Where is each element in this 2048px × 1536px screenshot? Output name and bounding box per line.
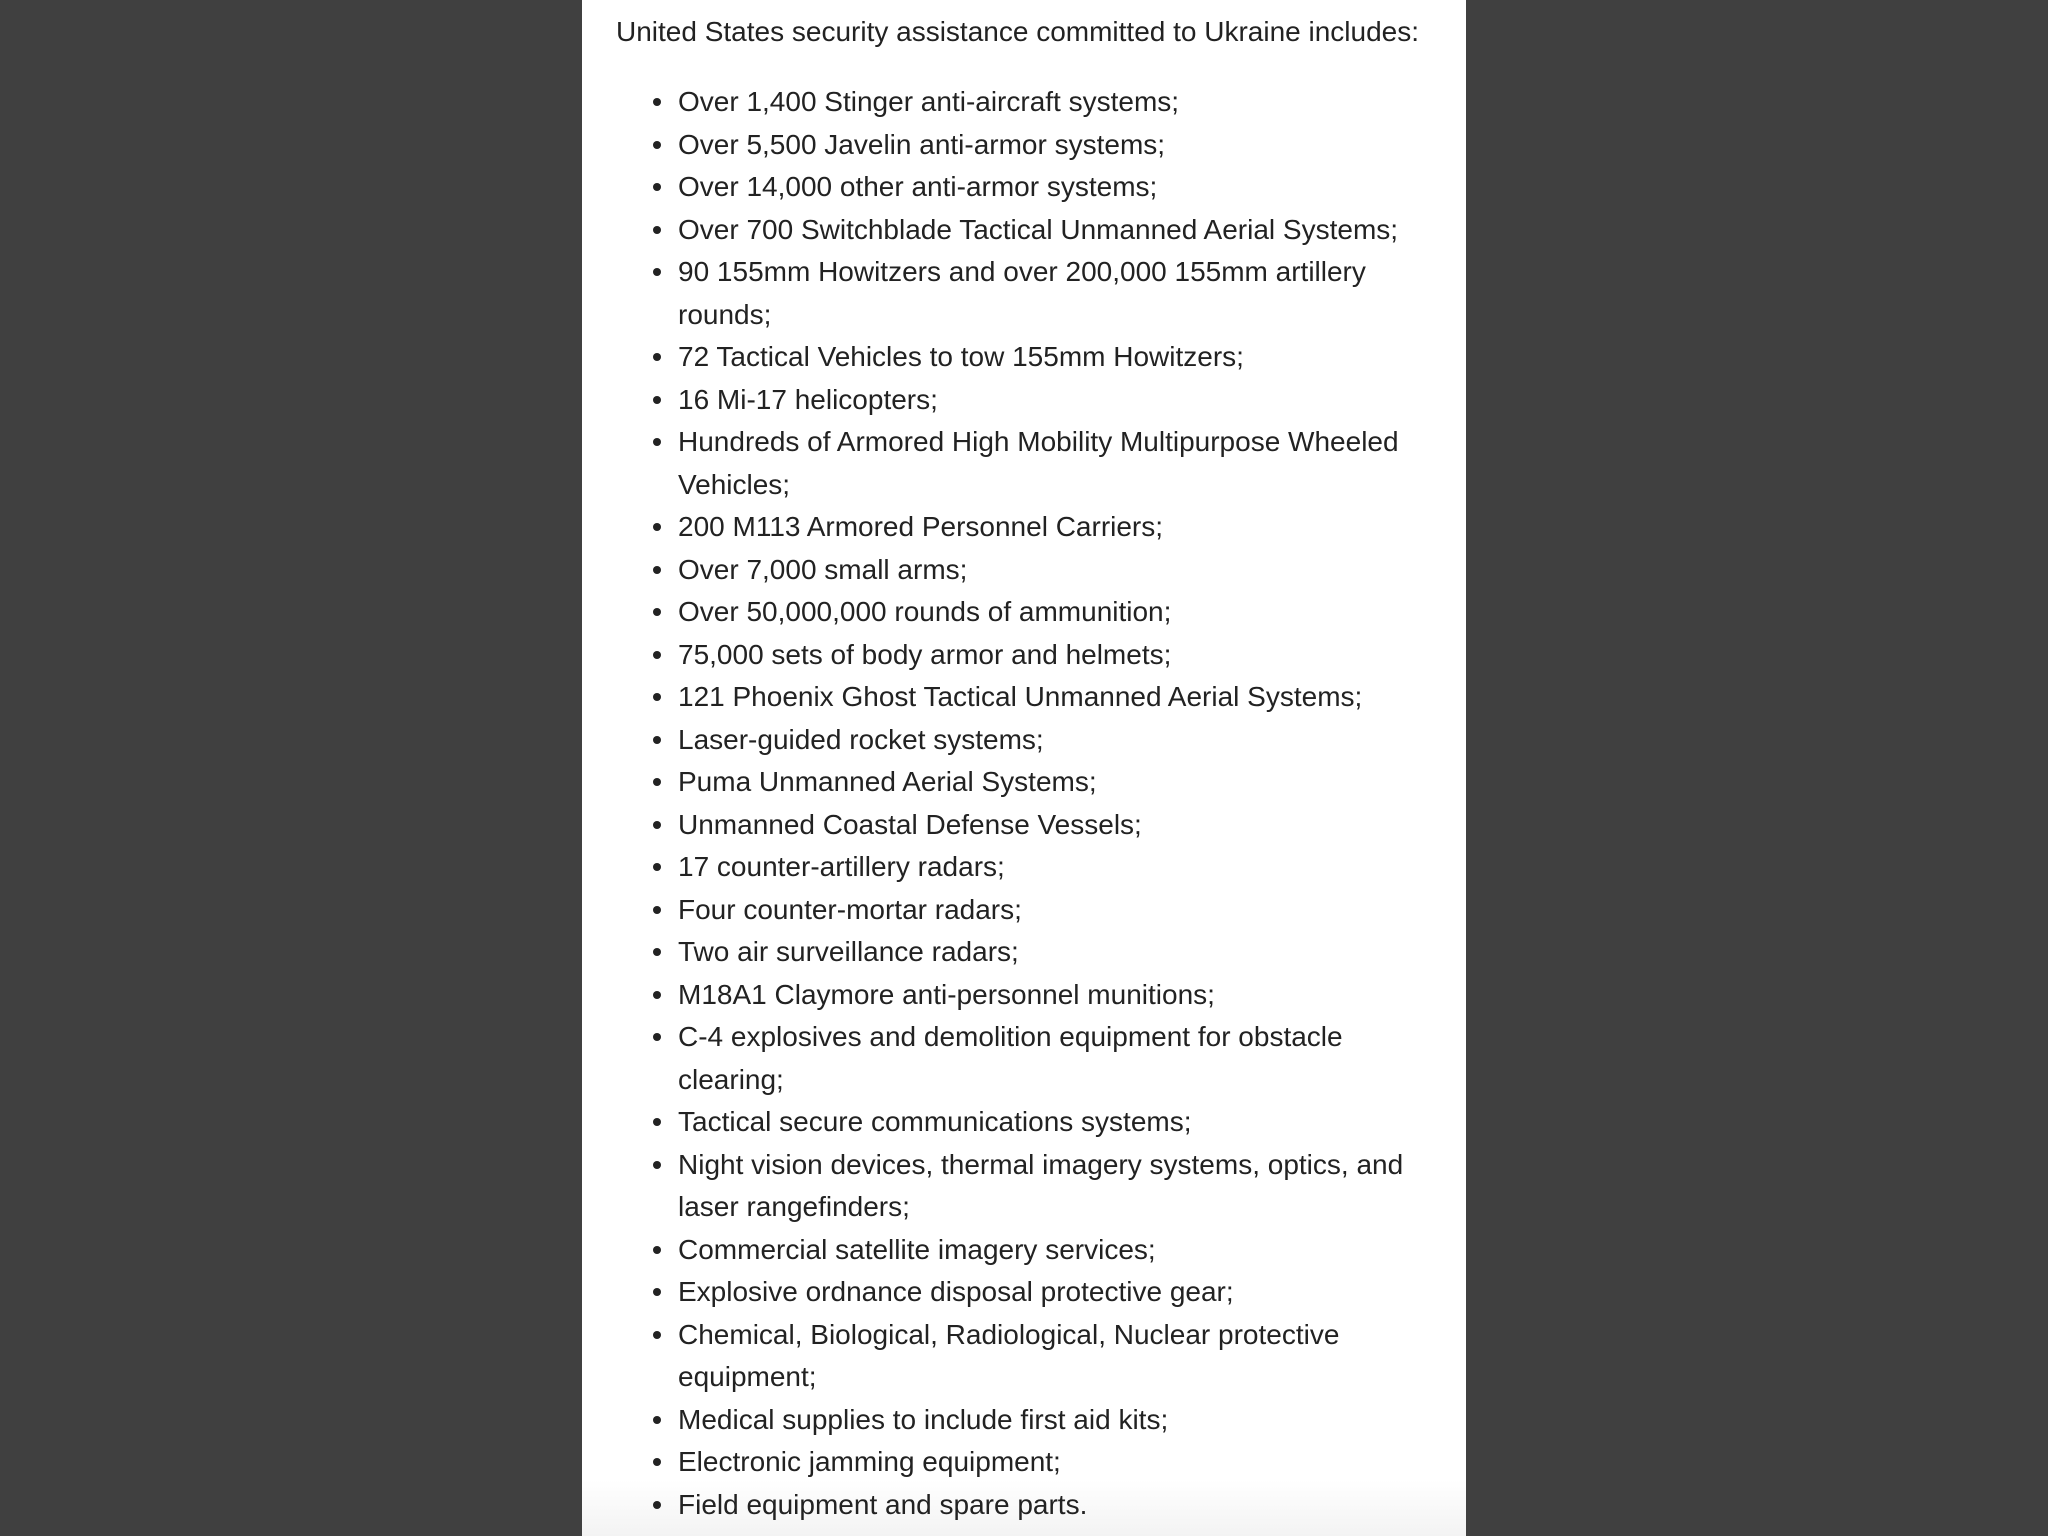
- list-item: Explosive ordnance disposal protective gear;: [678, 1271, 1448, 1314]
- list-item: Puma Unmanned Aerial Systems;: [678, 761, 1448, 804]
- list-item: Unmanned Coastal Defense Vessels;: [678, 804, 1448, 847]
- list-item: 16 Mi-17 helicopters;: [678, 379, 1448, 422]
- list-item: Tactical secure communications systems;: [678, 1101, 1448, 1144]
- list-item: 75,000 sets of body armor and helmets;: [678, 634, 1448, 677]
- list-item: Electronic jamming equipment;: [678, 1441, 1448, 1484]
- list-item: Two air surveillance radars;: [678, 931, 1448, 974]
- list-item: Over 5,500 Javelin anti-armor systems;: [678, 124, 1448, 167]
- list-item: Over 14,000 other anti-armor systems;: [678, 166, 1448, 209]
- list-item: Night vision devices, thermal imagery systems, optics, and laser rangefinders;: [678, 1144, 1448, 1229]
- list-item: Medical supplies to include first aid kits;: [678, 1399, 1448, 1442]
- list-item: Four counter-mortar radars;: [678, 889, 1448, 932]
- document-page: [582, 0, 1466, 1536]
- list-item: Chemical, Biological, Radiological, Nuclear protective equipment;: [678, 1314, 1448, 1399]
- list-item: Commercial satellite imagery services;: [678, 1229, 1448, 1272]
- list-item: C-4 explosives and demolition equipment for obstacle clearing;: [678, 1016, 1448, 1101]
- list-item: Over 7,000 small arms;: [678, 549, 1448, 592]
- list-item: 72 Tactical Vehicles to tow 155mm Howitzers;: [678, 336, 1448, 379]
- assistance-list: [678, 81, 1448, 1526]
- list-item: M18A1 Claymore anti-personnel munitions;: [678, 974, 1448, 1017]
- list-item: Laser-guided rocket systems;: [678, 719, 1448, 762]
- list-item: Over 1,400 Stinger anti-aircraft systems;: [678, 81, 1448, 124]
- list-item: Field equipment and spare parts.: [678, 1484, 1448, 1527]
- intro-text: United States security assistance committed to Ukraine includes:: [616, 16, 1420, 47]
- list-item: 121 Phoenix Ghost Tactical Unmanned Aerial Systems;: [678, 676, 1448, 719]
- list-item: 90 155mm Howitzers and over 200,000 155mm artillery rounds;: [678, 251, 1448, 336]
- list-item: Over 700 Switchblade Tactical Unmanned Aerial Systems;: [678, 209, 1448, 252]
- list-item: Hundreds of Armored High Mobility Multipurpose Wheeled Vehicles;: [678, 421, 1448, 506]
- list-item: 200 M113 Armored Personnel Carriers;: [678, 506, 1448, 549]
- list-item: 17 counter-artillery radars;: [678, 846, 1448, 889]
- list-item: Over 50,000,000 rounds of ammunition;: [678, 591, 1448, 634]
